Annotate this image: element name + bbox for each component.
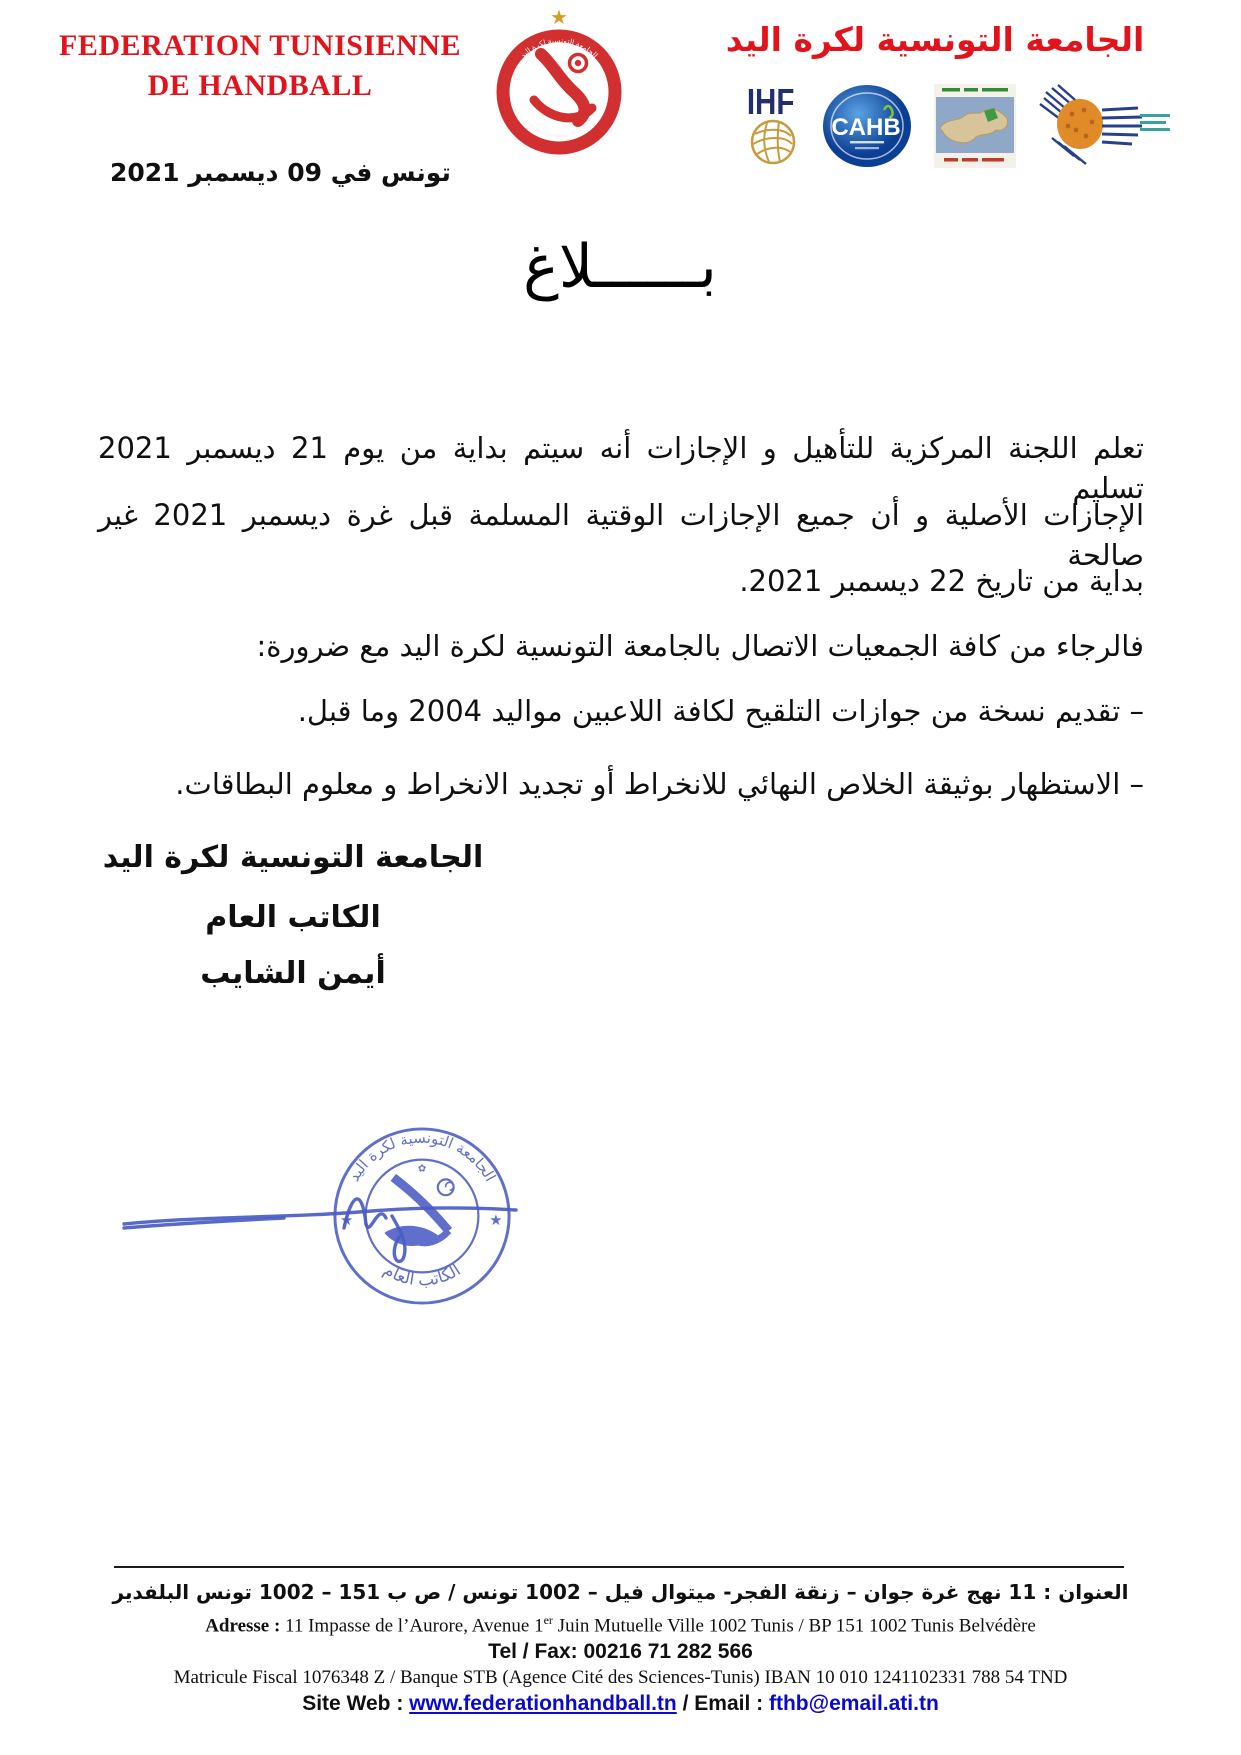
footer-email-link[interactable]: fthb@email.ati.tn — [768, 1692, 939, 1715]
date-line: تونس في 09 ديسمبر 2021 — [110, 158, 451, 187]
footer-address-superscript: er — [543, 1613, 553, 1627]
footer-address-arabic: العنوان : 11 نهج غرة جوان – زنقة الفجر- ميتوال فيل – 1002 تونس / ص ب 151 – 1002 تونس البلفدير — [112, 1580, 1129, 1604]
org-title-french — [48, 26, 472, 106]
signature-org: الجامعة التونسية لكرة اليد — [102, 840, 484, 875]
footer-address-text-rest: Juin Mutuelle Ville 1002 Tunis / BP 151 1002 Tunis Belvédère — [552, 1615, 1036, 1637]
footer-telfax: Tel / Fax: 00216 71 282 566 — [488, 1640, 753, 1663]
body-line: تعلم اللجنة المركزية للتأهيل و الإجازات أنه سيتم بداية من يوم 21 ديسمبر 2021 تسليم — [98, 431, 1144, 505]
stamp-star-right-icon: ★ — [489, 1211, 503, 1229]
footer-fiscal-bank-info: Matricule Fiscal 1076348 Z / Banque STB (Agence Cité des Sciences-Tunis) IBAN 10 010 1241102331 788 54 TND — [173, 1667, 1068, 1688]
page-title: بــــــلاغ — [523, 232, 717, 302]
stamp-arc-bottom-text: الكاتب العام — [380, 1259, 464, 1290]
org-title-arabic: الجامعة التونسية لكرة اليد — [725, 20, 1145, 59]
footer-email-label: Email : — [694, 1692, 769, 1715]
footer-divider — [114, 1566, 1124, 1568]
footer-separator: / — [676, 1692, 695, 1715]
footer-address-french — [0, 1613, 1241, 1637]
signature-role: الكاتب العام — [205, 900, 381, 935]
footer-web-email-line — [0, 1692, 1241, 1716]
cahb-logo-label: CAHB — [831, 114, 901, 141]
ihf-logo-icon — [746, 84, 808, 168]
ihf-logo-label: IHF — [746, 84, 795, 122]
stamp-star-left-icon: ★ — [339, 1211, 354, 1229]
request-line: فالرجاء من كافة الجمعيات الاتصال بالجامعة التونسية لكرة اليد مع ضرورة: — [256, 629, 1144, 663]
footer-site-label: Site Web : — [302, 1692, 410, 1715]
footer-address-text: 11 Impasse de l’Aurore, Avenue 1 — [280, 1615, 544, 1637]
svg-text:✿: ✿ — [417, 1163, 427, 1175]
star-icon: ★ — [550, 7, 568, 29]
stamp-arc-top-text: الجامعة التونسية لكرة اليد — [345, 1129, 499, 1185]
fthb-federation-logo-icon — [494, 4, 624, 156]
footer-website-link[interactable]: www.federationhandball.tn — [409, 1692, 677, 1715]
org-title-french-line2: DE HANDBALL — [147, 69, 373, 102]
bullet-item: – الاستظهار بوثيقة الخلاص النهائي للانخراط أو تجديد الانخراط و معلوم البطاقات. — [175, 767, 1144, 801]
footer-address-label: Adresse : — [205, 1615, 281, 1637]
mediterranean-handball-confederation-logo-icon — [1032, 84, 1174, 168]
body-line: بداية من تاريخ 22 ديسمبر 2021. — [739, 564, 1144, 598]
arab-handball-federation-logo-icon — [934, 84, 1016, 168]
fthb-ring-text-ar: الجامعة التونسية لكرة اليد — [518, 35, 600, 60]
handwritten-signature — [112, 1166, 548, 1284]
cahb-logo-icon — [822, 84, 912, 168]
body-line: الإجازات الأصلية و أن جميع الإجازات الوقتية المسلمة قبل غرة ديسمبر 2021 غير صالحة — [98, 498, 1144, 572]
bullet-item: – تقديم نسخة من جوازات التلقيح لكافة اللاعبين مواليد 2004 وما قبل. — [297, 694, 1144, 728]
org-title-french-line1: FEDERATION TUNISIENNE — [59, 29, 461, 62]
signature-name: أيمن الشايب — [200, 956, 386, 991]
fthb-ring-text-fr: Federation Tunisienne de Handball — [523, 118, 595, 140]
